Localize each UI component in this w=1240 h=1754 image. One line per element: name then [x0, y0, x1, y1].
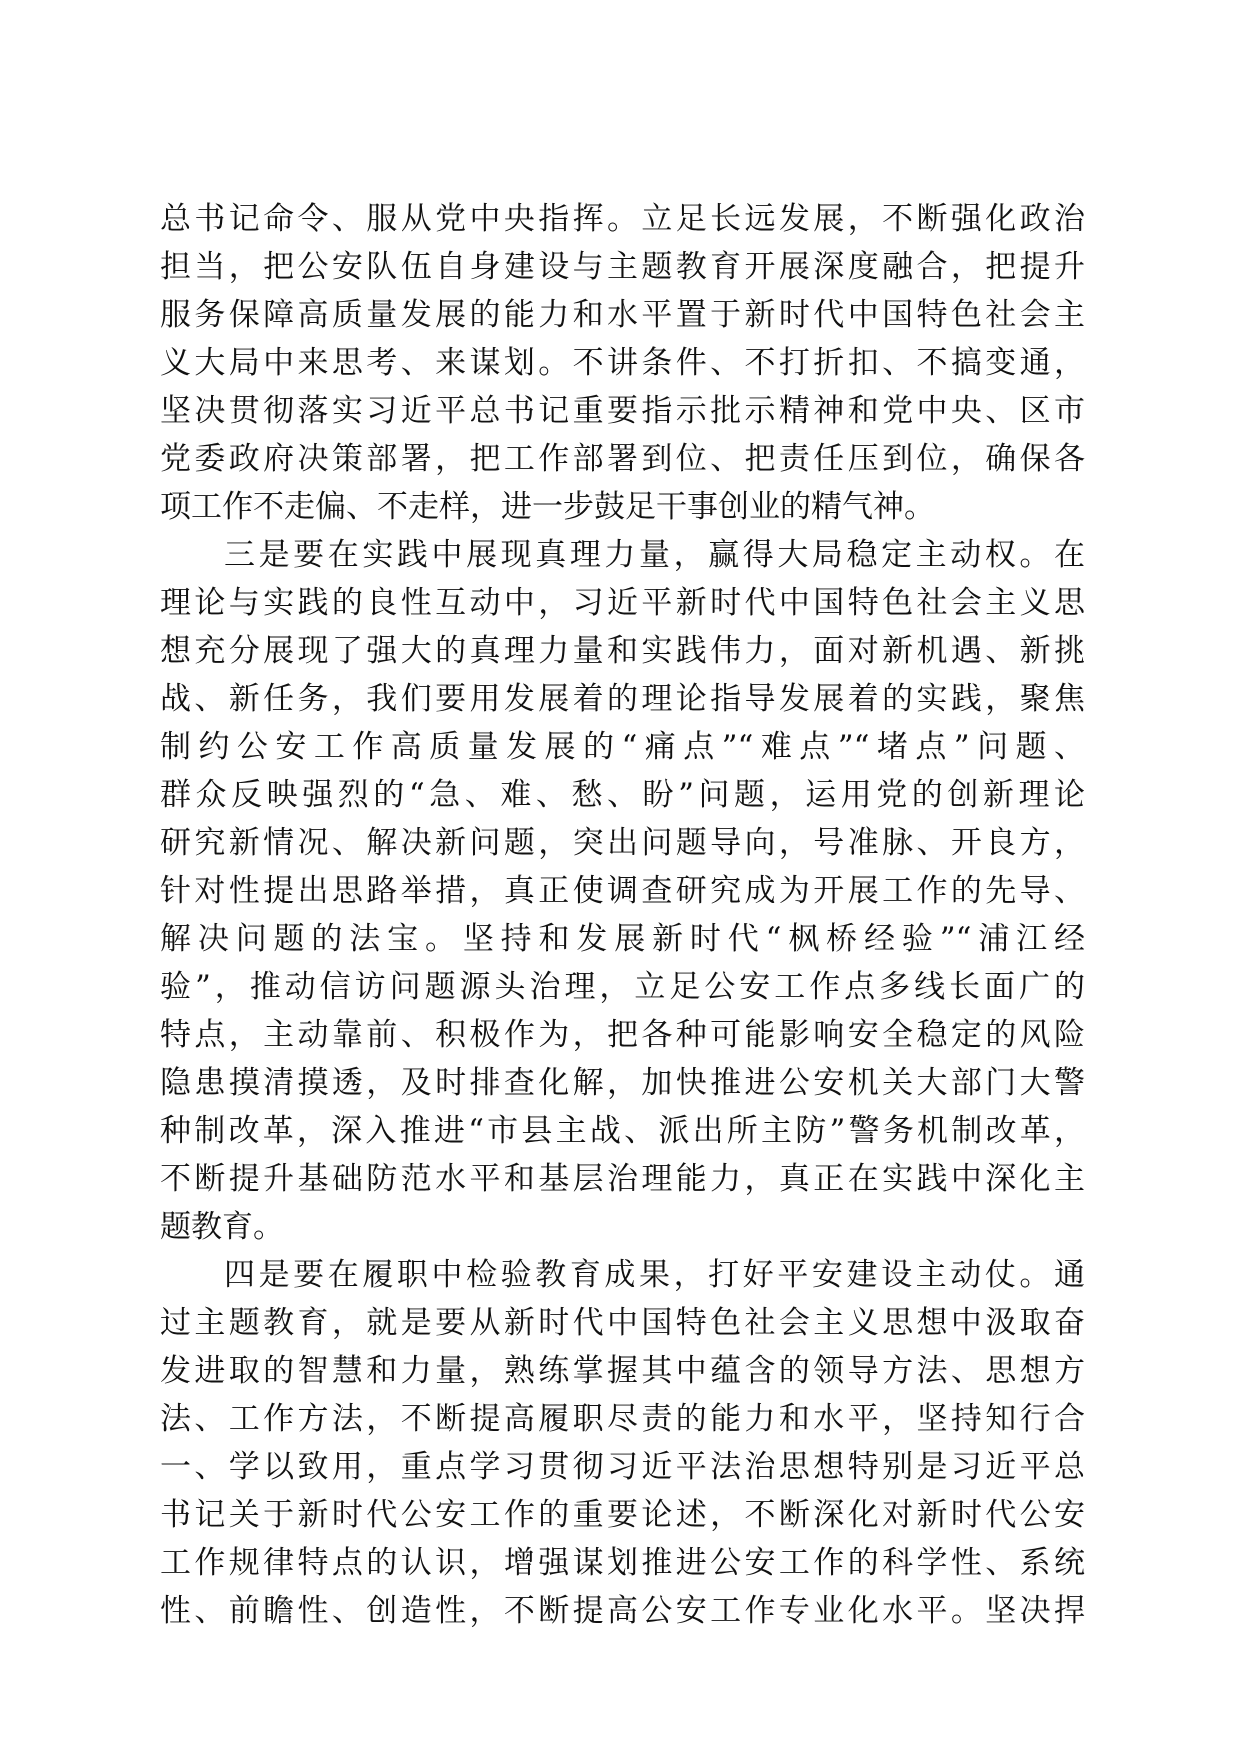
- text-line: 项工作不走偏、不走样，进一步鼓足干事创业的精气神。: [160, 489, 935, 525]
- text-line: 性、前瞻性、创造性，不断提高公安工作专业化水平。坚决捍: [160, 1593, 1085, 1629]
- text-line: 服务保障高质量发展的能力和水平置于新时代中国特色社会主: [160, 297, 1085, 333]
- text-line: 隐患摸清摸透，及时排查化解，加快推进公安机关大部门大警: [160, 1065, 1085, 1101]
- text-line: 法、工作方法，不断提高履职尽责的能力和水平，坚持知行合: [160, 1401, 1085, 1437]
- text-line: 验”，推动信访问题源头治理，立足公安工作点多线长面广的: [160, 969, 1085, 1005]
- text-line: 种制改革，深入推进“市县主战、派出所主防”警务机制改革，: [160, 1113, 1085, 1149]
- text-line: 题教育。: [160, 1209, 284, 1245]
- text-line: 一、学以致用，重点学习贯彻习近平法治思想特别是习近平总: [160, 1449, 1085, 1485]
- text-line: 研究新情况、解决新问题，突出问题导向，号准脉、开良方，: [160, 825, 1085, 861]
- text-line: 工作规律特点的认识，增强谋划推进公安工作的科学性、系统: [160, 1545, 1085, 1581]
- text-line: 党委政府决策部署，把工作部署到位、把责任压到位，确保各: [160, 441, 1085, 477]
- text-line: 书记关于新时代公安工作的重要论述，不断深化对新时代公安: [160, 1497, 1085, 1533]
- text-line: 想充分展现了强大的真理力量和实践伟力，面对新机遇、新挑: [160, 633, 1085, 669]
- text-line: 不断提升基础防范水平和基层治理能力，真正在实践中深化主: [160, 1161, 1085, 1197]
- text-line: 担当，把公安队伍自身建设与主题教育开展深度融合，把提升: [160, 249, 1085, 285]
- text-line: 义大局中来思考、来谋划。不讲条件、不打折扣、不搞变通，: [160, 345, 1085, 381]
- text-line: 战、新任务，我们要用发展着的理论指导发展着的实践，聚焦: [160, 681, 1085, 717]
- text-line: 解决问题的法宝。坚持和发展新时代“枫桥经验”“浦江经: [160, 921, 1085, 957]
- text-line: 针对性提出思路举措，真正使调查研究成为开展工作的先导、: [160, 873, 1085, 909]
- text-line: 发进取的智慧和力量，熟练掌握其中蕴含的领导方法、思想方: [160, 1353, 1085, 1389]
- text-line: 过主题教育，就是要从新时代中国特色社会主义思想中汲取奋: [160, 1305, 1085, 1341]
- paragraph-start-line: 四是要在履职中检验教育成果，打好平安建设主动仗。通: [224, 1257, 1085, 1293]
- text-line: 制约公安工作高质量发展的“痛点”“难点”“堵点”问题、: [160, 729, 1085, 765]
- text-line: 总书记命令、服从党中央指挥。立足长远发展，不断强化政治: [160, 201, 1085, 237]
- text-line: 坚决贯彻落实习近平总书记重要指示批示精神和党中央、区市: [160, 393, 1085, 429]
- text-line: 群众反映强烈的“急、难、愁、盼”问题，运用党的创新理论: [160, 777, 1085, 813]
- paragraph-start-line: 三是要在实践中展现真理力量，赢得大局稳定主动权。在: [224, 537, 1085, 573]
- text-line: 特点，主动靠前、积极作为，把各种可能影响安全稳定的风险: [160, 1017, 1085, 1053]
- text-line: 理论与实践的良性互动中，习近平新时代中国特色社会主义思: [160, 585, 1085, 621]
